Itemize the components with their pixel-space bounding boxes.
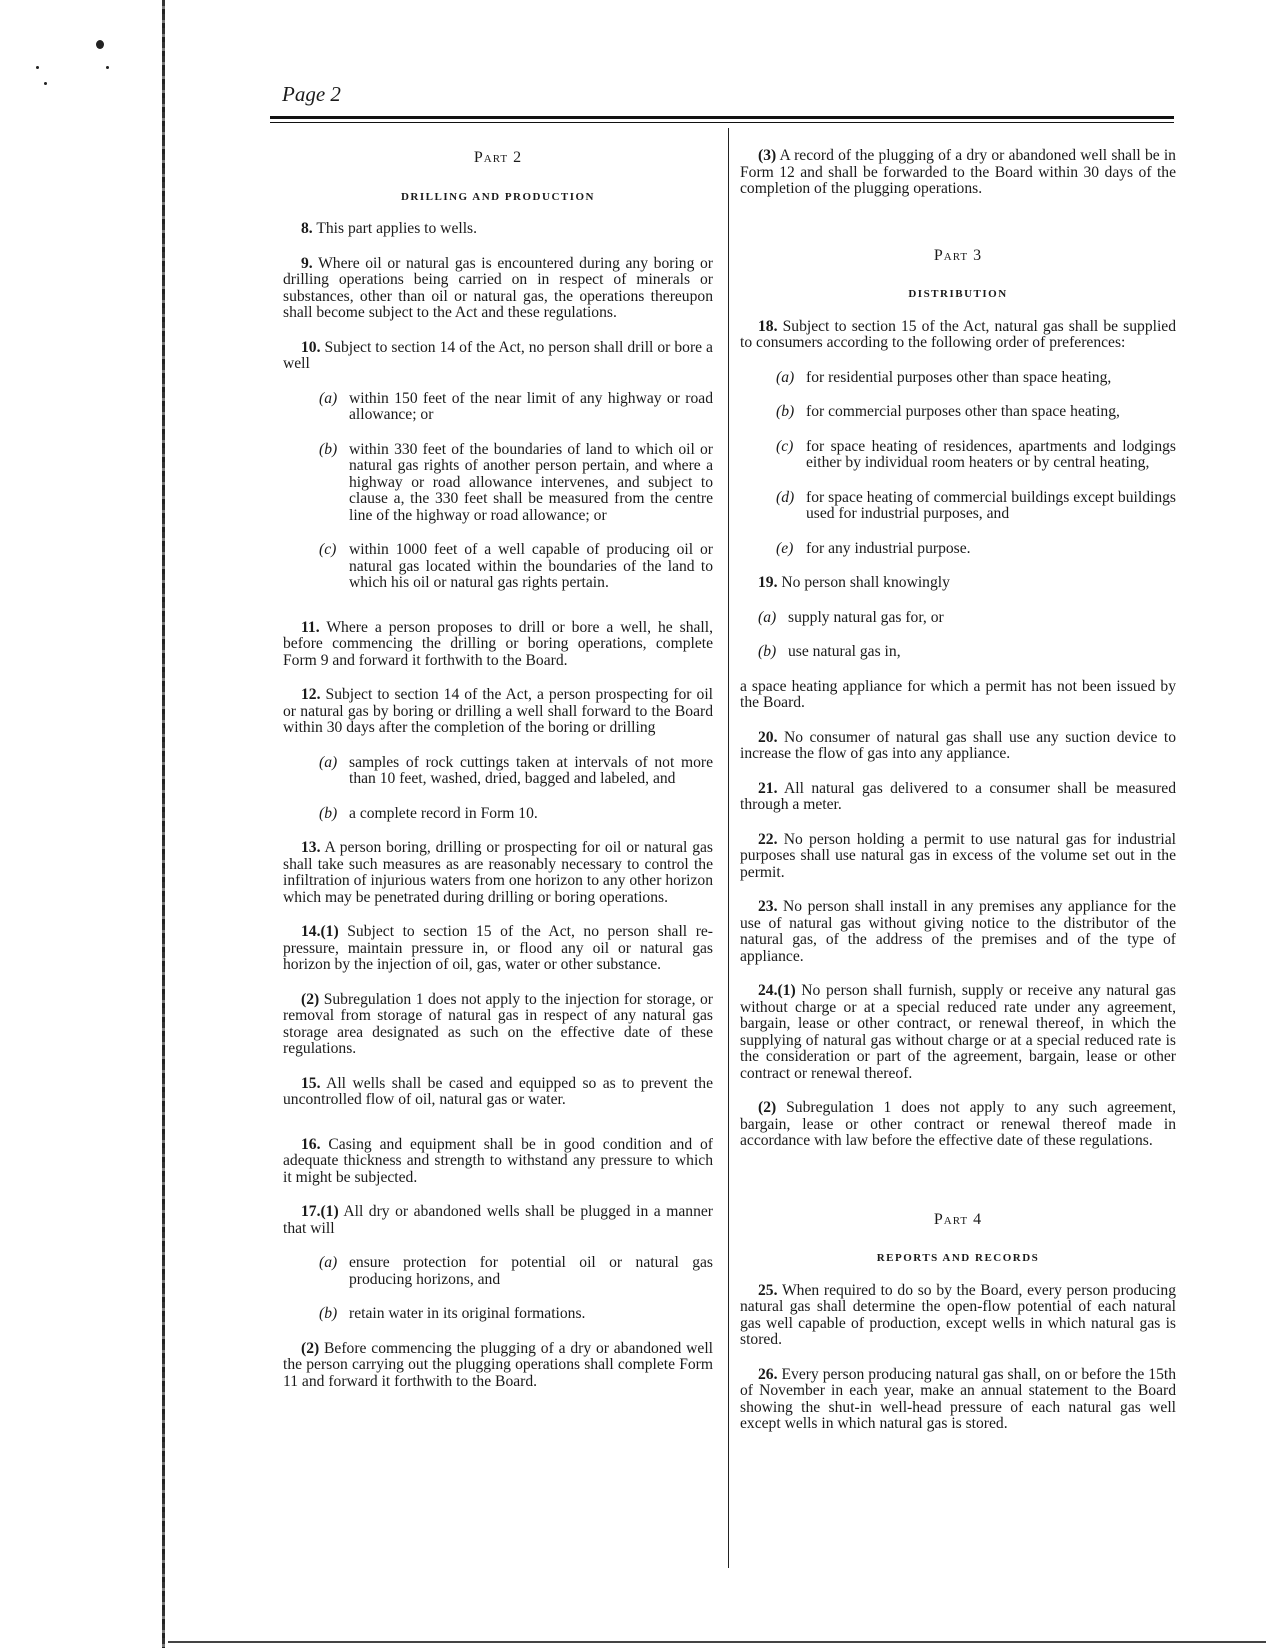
section-number: 13. (301, 839, 321, 856)
clause-label: (b) (776, 403, 795, 420)
binding-edge-line (162, 0, 165, 1648)
section-text: Where a person proposes to drill or bore a well, he shall, before commencing the drilling or boring operations, complete Form 9 and forward it forthwith to the Board. (283, 618, 713, 669)
clause-text: retain water in its original formations. (349, 1305, 586, 1322)
section-number: 10. (301, 338, 321, 356)
clause-text: for residential purposes other than space heating, (806, 368, 1112, 386)
section-23 (740, 899, 1176, 965)
clause-label: (c) (319, 541, 337, 558)
clause-10a (319, 391, 713, 424)
clause-12a (319, 755, 713, 788)
section-text: A record of the plugging of a dry or abandoned well shall be in Form 12 and shall be forwarded to the Board within 30 days of the completion of the plugging operations. (740, 147, 1176, 197)
section-19 (740, 575, 1176, 592)
clause-label: (b) (319, 440, 338, 458)
section-9 (283, 256, 713, 322)
section-26 (740, 1367, 1176, 1433)
section-number: 21. (758, 779, 778, 797)
section-19-tail: a space heating appliance for which a permit has not been issued by the Board. (740, 677, 1176, 711)
clause-text: within 330 feet of the boundaries of land to which oil or natural gas rights of another person pertain, and where a highway or road allowance intervenes, and subject to clause a, the 330 feet shall be measured from the centre line of the highway or road allowance; or (349, 440, 713, 524)
clause-18b (776, 404, 1176, 421)
section-number: 18. (758, 317, 778, 335)
clause-text: for space heating of commercial buildings except buildings used for industrial purposes, and (806, 488, 1176, 522)
section-25 (740, 1283, 1176, 1349)
scan-speck (36, 66, 39, 69)
section-text: No person holding a permit to use natural gas for industrial purposes shall use natural gas in excess of the volume set out in the permit. (740, 830, 1176, 881)
section-12 (283, 687, 713, 737)
section-11 (283, 620, 713, 670)
footer-rule (168, 1641, 1266, 1643)
section-number: 16. (301, 1135, 321, 1153)
section-text: Every person producing natural gas shall, on or before the 15th of November in each year, make an annual statement to the Board showing the shut-in well-head pressure of each natural gas well except wells in which natural gas is stored. (740, 1365, 1176, 1432)
section-text: A person boring, drilling or prospecting for oil or natural gas shall take such measures as are reasonably necessary to control the infiltration of injurious waters from one horizon to any other horizon which may be penetrated during drilling or boring operations. (283, 839, 713, 906)
section-number: 22. (758, 830, 778, 848)
section-text: Subregulation 1 does not apply to any such agreement, bargain, lease or other contract or renewal thereof made in accordance with law before the effective date of these regulations. (740, 1099, 1177, 1149)
section-17-3 (740, 148, 1176, 198)
section-24-2 (740, 1100, 1176, 1150)
section-15 (283, 1076, 713, 1109)
section-number: (2) (301, 1339, 320, 1357)
section-number: 25. (758, 1281, 778, 1299)
clause-17b (319, 1306, 713, 1323)
scan-speck (96, 40, 104, 49)
clause-text: for any industrial purpose. (806, 539, 971, 557)
section-21 (740, 781, 1176, 814)
section-text: Subject to section 15 of the Act, natural gas shall be supplied to consumers according to the following order of preferences: (740, 317, 1177, 351)
left-column (283, 150, 713, 1408)
clause-19a (758, 610, 1176, 627)
clause-label: (b) (758, 643, 777, 660)
section-number: 26. (758, 1365, 778, 1383)
clause-text: within 150 feet of the near limit of any highway or road allowance; or (349, 389, 713, 423)
column-divider (728, 128, 729, 1568)
part-4-subtitle: REPORTS AND RECORDS (876, 1252, 1040, 1264)
section-20 (740, 730, 1176, 763)
clause-label: (a) (758, 608, 777, 626)
clause-label: (a) (319, 1254, 338, 1271)
right-column (740, 148, 1176, 1451)
clause-text: supply natural gas for, or (788, 608, 944, 626)
part-4-title: Part 4 (933, 1210, 983, 1228)
clause-label: (b) (319, 804, 338, 822)
section-number: 19. (758, 574, 778, 591)
clause-17a (319, 1255, 713, 1288)
clause-text: use natural gas in, (788, 643, 901, 660)
scan-speck (106, 66, 109, 69)
clause-label: (b) (319, 1305, 338, 1322)
section-number: (2) (301, 990, 320, 1008)
clause-text: within 1000 feet of a well capable of producing oil or natural gas located within the boundaries of the land to which his oil or natural gas rights pertain. (349, 541, 713, 591)
scan-speck (44, 82, 47, 85)
clause-19b (758, 644, 1176, 661)
section-text: Before commencing the plugging of a dry or abandoned well the person carrying out the plugging operations shall complete Form 11 and forward it forthwith to the Board. (283, 1339, 713, 1390)
clause-18e (776, 541, 1176, 558)
part-2-subtitle: DRILLING AND PRODUCTION (400, 190, 596, 203)
clause-18c (776, 439, 1176, 472)
clause-text: samples of rock cuttings taken at intervals of not more than 10 feet, washed, dried, bagged and labeled, and (349, 753, 713, 787)
section-number: 15. (301, 1074, 321, 1092)
clause-text: for commercial purposes other than space heating, (806, 403, 1120, 420)
section-text: Where oil or natural gas is encountered during any boring or drilling operations being carried on in respect of minerals or substances, other than oil or natural gas, the operations thereupon shall become subject to the Act and these regulations. (283, 254, 713, 321)
section-text: This part applies to wells. (316, 220, 478, 237)
section-10 (283, 340, 713, 373)
part-3-title: Part 3 (933, 246, 983, 264)
part-3-subtitle: DISTRIBUTION (908, 288, 1008, 300)
section-number: (2) (758, 1099, 777, 1116)
clause-label: (c) (776, 437, 794, 455)
section-text: All wells shall be cased and equipped so as to prevent the uncontrolled flow of oil, natural gas or water. (283, 1074, 713, 1108)
section-number: 23. (758, 898, 778, 915)
clause-18d (776, 490, 1176, 523)
section-number: 17.(1) (301, 1203, 339, 1220)
clause-18a (776, 370, 1176, 387)
section-13 (283, 840, 713, 906)
section-number: 8. (301, 220, 313, 237)
section-14-2 (283, 992, 713, 1058)
section-14-1 (283, 924, 713, 974)
section-text: Casing and equipment shall be in good condition and of adequate thickness and strength to withstand any pressure to which it might be subjected. (283, 1135, 714, 1186)
clause-text: for space heating of residences, apartments and lodgings either by individual room heaters or by central heating, (806, 437, 1176, 471)
section-number: 9. (301, 254, 313, 272)
clause-label: (a) (319, 753, 338, 771)
clause-10b (319, 442, 713, 525)
section-text: No consumer of natural gas shall use any suction device to increase the flow of gas into any appliance. (740, 728, 1176, 762)
clause-12b (319, 806, 713, 823)
page-label: Page 2 (282, 82, 341, 106)
clause-label: (a) (319, 389, 338, 407)
section-text: Subregulation 1 does not apply to the injection for storage, or removal from storage of natural gas in respect of any natural gas storage area designated as such on the effective date of these regulations. (283, 990, 714, 1057)
section-number: 12. (301, 686, 321, 703)
clause-10c (319, 542, 713, 592)
section-18 (740, 319, 1176, 352)
section-16 (283, 1137, 713, 1187)
section-text: No person shall install in any premises any appliance for the use of natural gas without giving notice to the distributor of the natural gas, of the address of the premises and of the type of appliance. (740, 898, 1177, 965)
part-2-title: Part 2 (473, 149, 523, 166)
section-text: Subject to section 14 of the Act, a person prospecting for oil or natural gas by boring or drilling a well shall forward to the Board within 30 days after the completion of the boring or drilling (283, 686, 713, 736)
clause-label: (a) (776, 368, 795, 386)
header-rule (270, 116, 1174, 119)
section-text: When required to do so by the Board, every person producing natural gas shall determine the open-flow potential of each natural gas well capable of production, except wells in which natural gas is stored. (740, 1281, 1177, 1348)
section-text: Subject to section 15 of the Act, no person shall re-pressure, maintain pressure in, or flood any oil or natural gas horizon by the injection of oil, gas, water or other substance. (283, 923, 713, 973)
section-number: 20. (758, 728, 778, 746)
section-text: Subject to section 14 of the Act, no person shall drill or bore a well (283, 338, 713, 372)
section-17-2 (283, 1341, 713, 1391)
section-17-1 (283, 1204, 713, 1237)
clause-label: (d) (776, 488, 795, 506)
section-number: 24.(1) (758, 982, 796, 999)
section-24-1 (740, 983, 1176, 1082)
section-number: 14.(1) (301, 923, 339, 940)
section-text: All natural gas delivered to a consumer shall be measured through a meter. (740, 779, 1176, 813)
section-text: All dry or abandoned wells shall be plugged in a manner that will (283, 1203, 713, 1237)
section-number: (3) (758, 147, 777, 164)
clause-label: (e) (776, 539, 794, 557)
clause-text: a complete record in Form 10. (349, 804, 538, 822)
clause-text: ensure protection for potential oil or natural gas producing horizons, and (349, 1254, 713, 1288)
header-rule-thin (270, 122, 1174, 123)
section-text: No person shall furnish, supply or receive any natural gas without charge or at a special reduced rate under any agreement, bargain, lease or other contract, or renewal thereof, in which the supplying of natural gas without charge or at a special reduced rate is the consideration or part of the agreement, bargain, lease or other contract or renewal thereof. (740, 982, 1176, 1082)
section-22 (740, 832, 1176, 882)
section-text: No person shall knowingly (781, 574, 950, 591)
section-number: 11. (301, 618, 320, 636)
section-8 (283, 221, 713, 238)
